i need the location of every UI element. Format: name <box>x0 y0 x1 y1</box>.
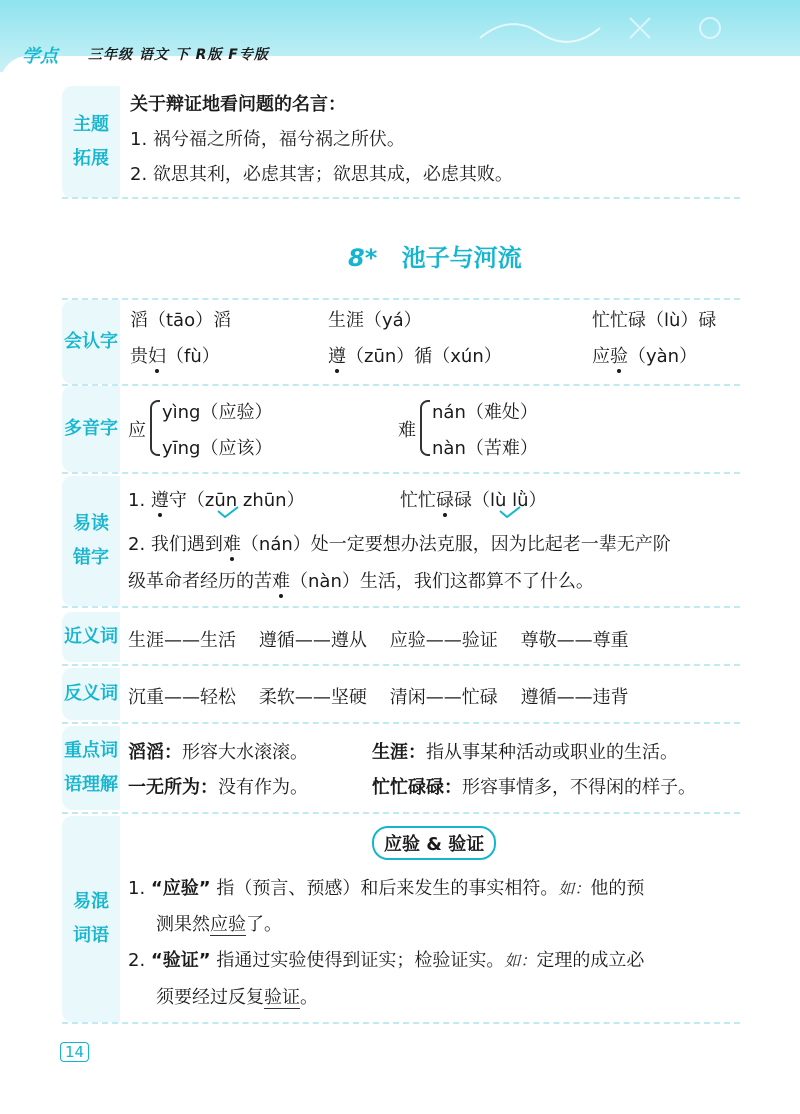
recognize-word: 应验（yàn） <box>592 346 698 367</box>
lesson-title <box>348 238 522 273</box>
divider <box>62 664 740 666</box>
divider <box>62 606 740 608</box>
recognize-word: 滔（tāo）滔 <box>130 310 232 331</box>
synonyms-label: 近义词 <box>62 612 120 662</box>
polyphone-reading: yīng（应该） <box>162 438 273 459</box>
recognize-word: 忙忙碌（lù）碌 <box>592 310 717 331</box>
polyphone-reading: yìng（应验） <box>162 402 273 423</box>
recognize-word: 生涯（yá） <box>328 310 422 331</box>
recognize-word: 贵妇（fù） <box>130 346 220 367</box>
polyphone-reading: nán（难处） <box>432 402 538 423</box>
divider <box>62 298 740 300</box>
divider <box>62 1022 740 1024</box>
confusing-item-1-cont: 测果然应验了。 <box>156 914 282 935</box>
theme-item-1: 1. 祸兮福之所倚，福兮祸之所伏。 <box>130 129 405 150</box>
recognize-label: 会认字 <box>62 300 120 384</box>
misread-label: 易读 错字 <box>62 476 120 606</box>
antonyms-label: 反义词 <box>62 668 120 720</box>
brand-logo: 学点 <box>22 46 58 67</box>
polyphone-label: 多音字 <box>62 386 120 472</box>
keyword-entry: 滔滔：形容大水滚滚。 <box>128 742 308 763</box>
polyphone-char: 难 <box>398 420 416 441</box>
checkmark-icon <box>498 505 522 519</box>
checkmark-icon <box>216 505 240 519</box>
page-number: 14 <box>60 1042 89 1062</box>
confusing-pair-badge: 应验 & 验证 <box>372 826 496 860</box>
misread-line-1: 1. 遵守（zūn zhūn） <box>128 490 305 511</box>
page-header <box>0 0 800 72</box>
misread-line-2: 2. 我们遇到难（nán）处一定要想办法克服，因为比起老一辈无产阶 <box>128 534 671 555</box>
recognize-word: 遵（zūn）循（xún） <box>328 346 502 367</box>
keyword-entry: 一无所为：没有作为。 <box>128 777 308 798</box>
theme-item-2: 2. 欲思其利，必虑其害；欲思其成，必虑其败。 <box>130 164 513 185</box>
book-title: 三年级 语文 下 R版 F专版 <box>88 47 269 63</box>
theme-heading: 关于辩证地看问题的名言： <box>130 94 346 115</box>
confusing-item-1: 1. “应验” 指（预言、预感）和后来发生的事实相符。如：他的预 <box>128 878 645 899</box>
synonyms-text: 生涯——生活 遵循——遵从 应验——验证 尊敬——尊重 <box>128 630 629 651</box>
divider <box>62 384 740 386</box>
divider <box>62 812 740 814</box>
divider <box>62 472 740 474</box>
misread-line-1b: 忙忙碌碌（lù lǜ） <box>400 490 547 511</box>
lesson-name: 池子与河流 <box>401 244 522 272</box>
decorative-doodle-icon <box>470 8 770 48</box>
keywords-label: 重点词 语理解 <box>62 726 120 810</box>
keyword-entry: 生涯：指从事某种活动或职业的生活。 <box>372 742 678 763</box>
keyword-entry: 忙忙碌碌：形容事情多，不得闲的样子。 <box>372 777 696 798</box>
divider <box>62 197 740 199</box>
divider <box>62 722 740 724</box>
polyphone-reading: nàn（苦难） <box>432 438 538 459</box>
polyphone-char: 应 <box>128 420 146 441</box>
antonyms-text: 沉重——轻松 柔软——坚硬 清闲——忙碌 遵循——违背 <box>128 687 629 708</box>
theme-label: 主题 拓展 <box>62 86 120 198</box>
brace-icon <box>150 400 160 456</box>
misread-line-3: 级革命者经历的苦难（nàn）生活，我们这都算不了什么。 <box>128 571 594 592</box>
confusing-item-2: 2. “验证” 指通过实验使得到证实；检验证实。如：定理的成立必 <box>128 950 645 971</box>
brace-icon <box>420 400 430 456</box>
confusing-label: 易混 词语 <box>62 816 120 1022</box>
lesson-number: 8* <box>348 244 378 272</box>
confusing-item-2-cont: 须要经过反复验证。 <box>156 987 318 1008</box>
